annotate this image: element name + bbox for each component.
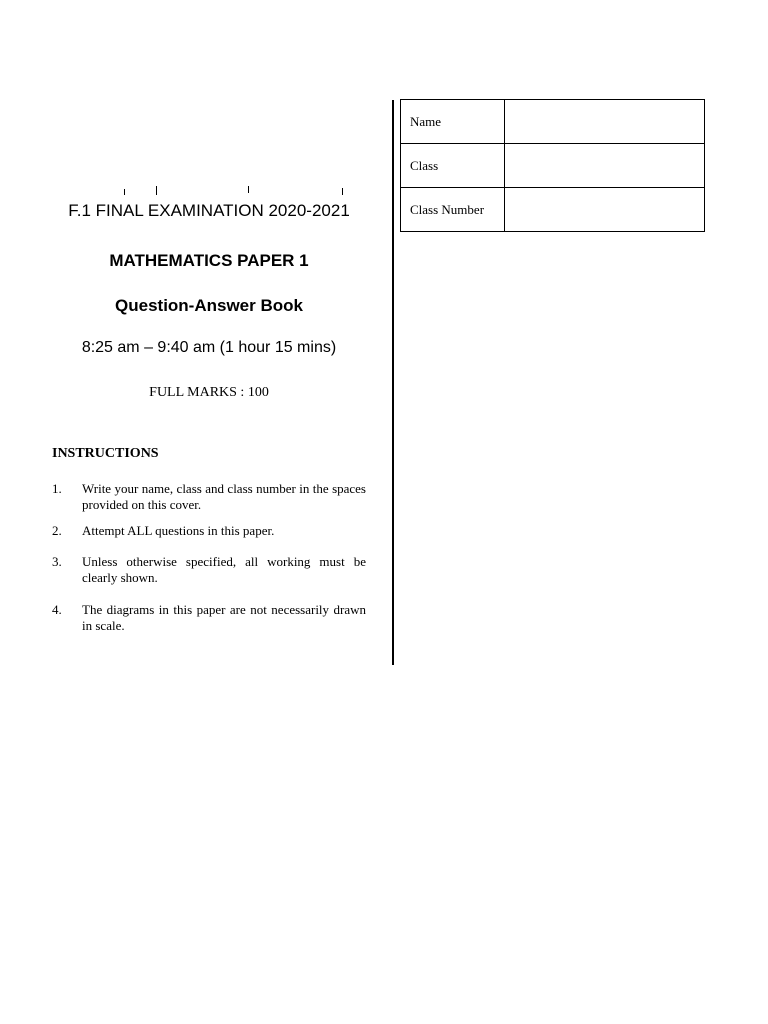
instruction-number: 4. xyxy=(52,602,62,617)
instruction-text: Unless otherwise specified, all working must be clearly shown. xyxy=(82,554,366,585)
instruction-number: 2. xyxy=(52,523,62,538)
name-label: Name xyxy=(401,100,505,144)
instruction-text: Write your name, class and class number in the spaces provided on this cover. xyxy=(82,481,366,512)
class-number-field[interactable] xyxy=(504,188,704,232)
exam-time-range: 8:25 am – 9:40 am (1 hour 15 mins) xyxy=(81,339,337,356)
instruction-item xyxy=(52,554,366,586)
scan-mark xyxy=(248,186,249,193)
class-field[interactable] xyxy=(504,144,704,188)
paper-title: MATHEMATICS PAPER 1 xyxy=(109,251,309,270)
exam-title: F.1 FINAL EXAMINATION 2020-2021 xyxy=(68,201,350,220)
table-row xyxy=(401,144,705,188)
instruction-number: 1. xyxy=(52,481,62,496)
table-row xyxy=(401,188,705,232)
instruction-item xyxy=(52,481,366,513)
book-title: Question-Answer Book xyxy=(115,296,303,315)
scan-mark xyxy=(156,186,157,195)
full-marks: FULL MARKS : 100 xyxy=(149,385,269,400)
instruction-text: The diagrams in this paper are not necessarily drawn in scale. xyxy=(82,602,366,633)
name-field[interactable] xyxy=(504,100,704,144)
scan-mark xyxy=(124,189,125,195)
student-info-table xyxy=(400,99,705,232)
instruction-number: 3. xyxy=(52,554,62,569)
column-divider xyxy=(392,100,394,665)
scan-mark xyxy=(342,188,343,195)
class-label: Class xyxy=(401,144,505,188)
table-row xyxy=(401,100,705,144)
instructions-heading: INSTRUCTIONS xyxy=(52,446,159,461)
instruction-item xyxy=(52,602,366,634)
class-number-label: Class Number xyxy=(401,188,505,232)
instruction-text: Attempt ALL questions in this paper. xyxy=(82,523,275,538)
instruction-item xyxy=(52,523,366,539)
